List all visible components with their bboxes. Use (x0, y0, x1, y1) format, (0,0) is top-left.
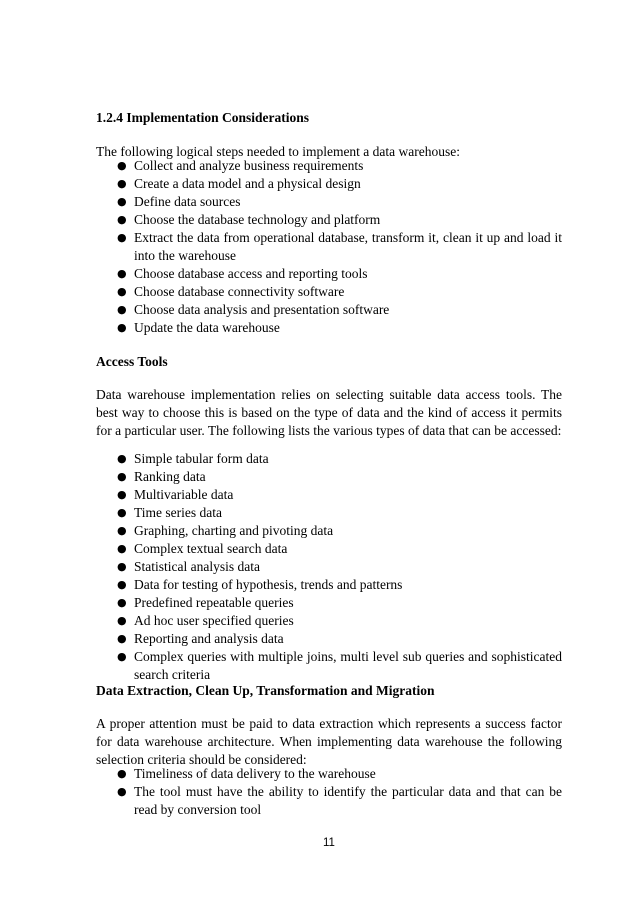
bullet-icon: ● (117, 524, 127, 537)
list-item: ● Ad hoc user specified queries (117, 613, 294, 628)
list-item: ● Choose database access and reporting tools (117, 266, 368, 281)
bullet-icon: ● (117, 321, 127, 334)
bullet-icon: ● (117, 267, 127, 280)
bullet-icon: ● (117, 506, 127, 519)
list-item: ● Choose database connectivity software (117, 284, 345, 299)
bullet-icon: ● (117, 213, 127, 226)
bullet-icon: ● (117, 560, 127, 573)
bullet-icon: ● (117, 303, 127, 316)
bullet-icon: ● (117, 159, 127, 172)
section-heading-access-tools: Access Tools (96, 354, 168, 369)
section-heading-implementation: 1.2.4 Implementation Considerations (96, 110, 310, 125)
bullet-icon: ● (117, 785, 127, 798)
bullet-icon: ● (117, 650, 127, 663)
implementation-intro: The following logical steps needed to implement a data warehouse: (96, 144, 461, 159)
bullet-icon: ● (117, 195, 127, 208)
list-item: ● Define data sources (117, 194, 241, 209)
bullet-icon: ● (117, 578, 127, 591)
list-item: ● Graphing, charting and pivoting data (117, 523, 334, 538)
bullet-icon: ● (117, 632, 127, 645)
list-item: ● Ranking data (117, 469, 206, 484)
list-item: ● Data for testing of hypothesis, trends and patterns (117, 577, 403, 592)
bullet-icon: ● (117, 470, 127, 483)
list-item: ● Collect and analyze business requirements (117, 158, 364, 173)
list-item: ● Update the data warehouse (117, 320, 280, 335)
list-item: ● Create a data model and a physical design (117, 176, 361, 191)
bullet-icon: ● (117, 488, 127, 501)
selection-criteria-list (96, 765, 562, 819)
bullet-icon: ● (117, 767, 127, 780)
section-heading-data-extraction: Data Extraction, Clean Up, Transformation and Migration (96, 683, 435, 698)
list-item: ● Simple tabular form data (117, 451, 269, 466)
bullet-icon: ● (117, 596, 127, 609)
bullet-icon: ● (117, 452, 127, 465)
list-item: ● Choose data analysis and presentation software (117, 302, 390, 317)
list-item: ● The tool must have the ability to identify the particular data and that can be read by conversion tool (117, 784, 562, 817)
list-item: ● Choose the database technology and platform (117, 212, 381, 227)
data-extraction-intro: A proper attention must be paid to data extraction which represents a success factor for data warehouse architecture. When implementing data warehouse the following selection criteria should be considered: (96, 716, 562, 767)
list-item: ● Time series data (117, 505, 222, 520)
bullet-icon: ● (117, 231, 127, 244)
list-item: ● Complex textual search data (117, 541, 288, 556)
list-item: ● Timeliness of data delivery to the warehouse (117, 766, 376, 781)
access-tools-intro: Data warehouse implementation relies on selecting suitable data access tools. The best way to choose this is based on the type of data and the kind of access it permits for a particular user. The following lists the various types of data that can be accessed: (96, 387, 562, 438)
list-item: ● Extract the data from operational database, transform it, clean it up and load it into the warehouse (117, 230, 562, 263)
list-item: ● Statistical analysis data (117, 559, 260, 574)
bullet-icon: ● (117, 614, 127, 627)
list-item: ● Complex queries with multiple joins, multi level sub queries and sophisticated search criteria (117, 649, 562, 682)
list-item: ● Reporting and analysis data (117, 631, 284, 646)
list-item: ● Multivariable data (117, 487, 234, 502)
page-number: 11 (323, 837, 335, 849)
implementation-steps-list (96, 157, 562, 337)
bullet-icon: ● (117, 542, 127, 555)
list-item: ● Predefined repeatable queries (117, 595, 294, 610)
bullet-icon: ● (117, 177, 127, 190)
document-page (96, 0, 562, 903)
bullet-icon: ● (117, 285, 127, 298)
data-types-list (96, 450, 562, 684)
